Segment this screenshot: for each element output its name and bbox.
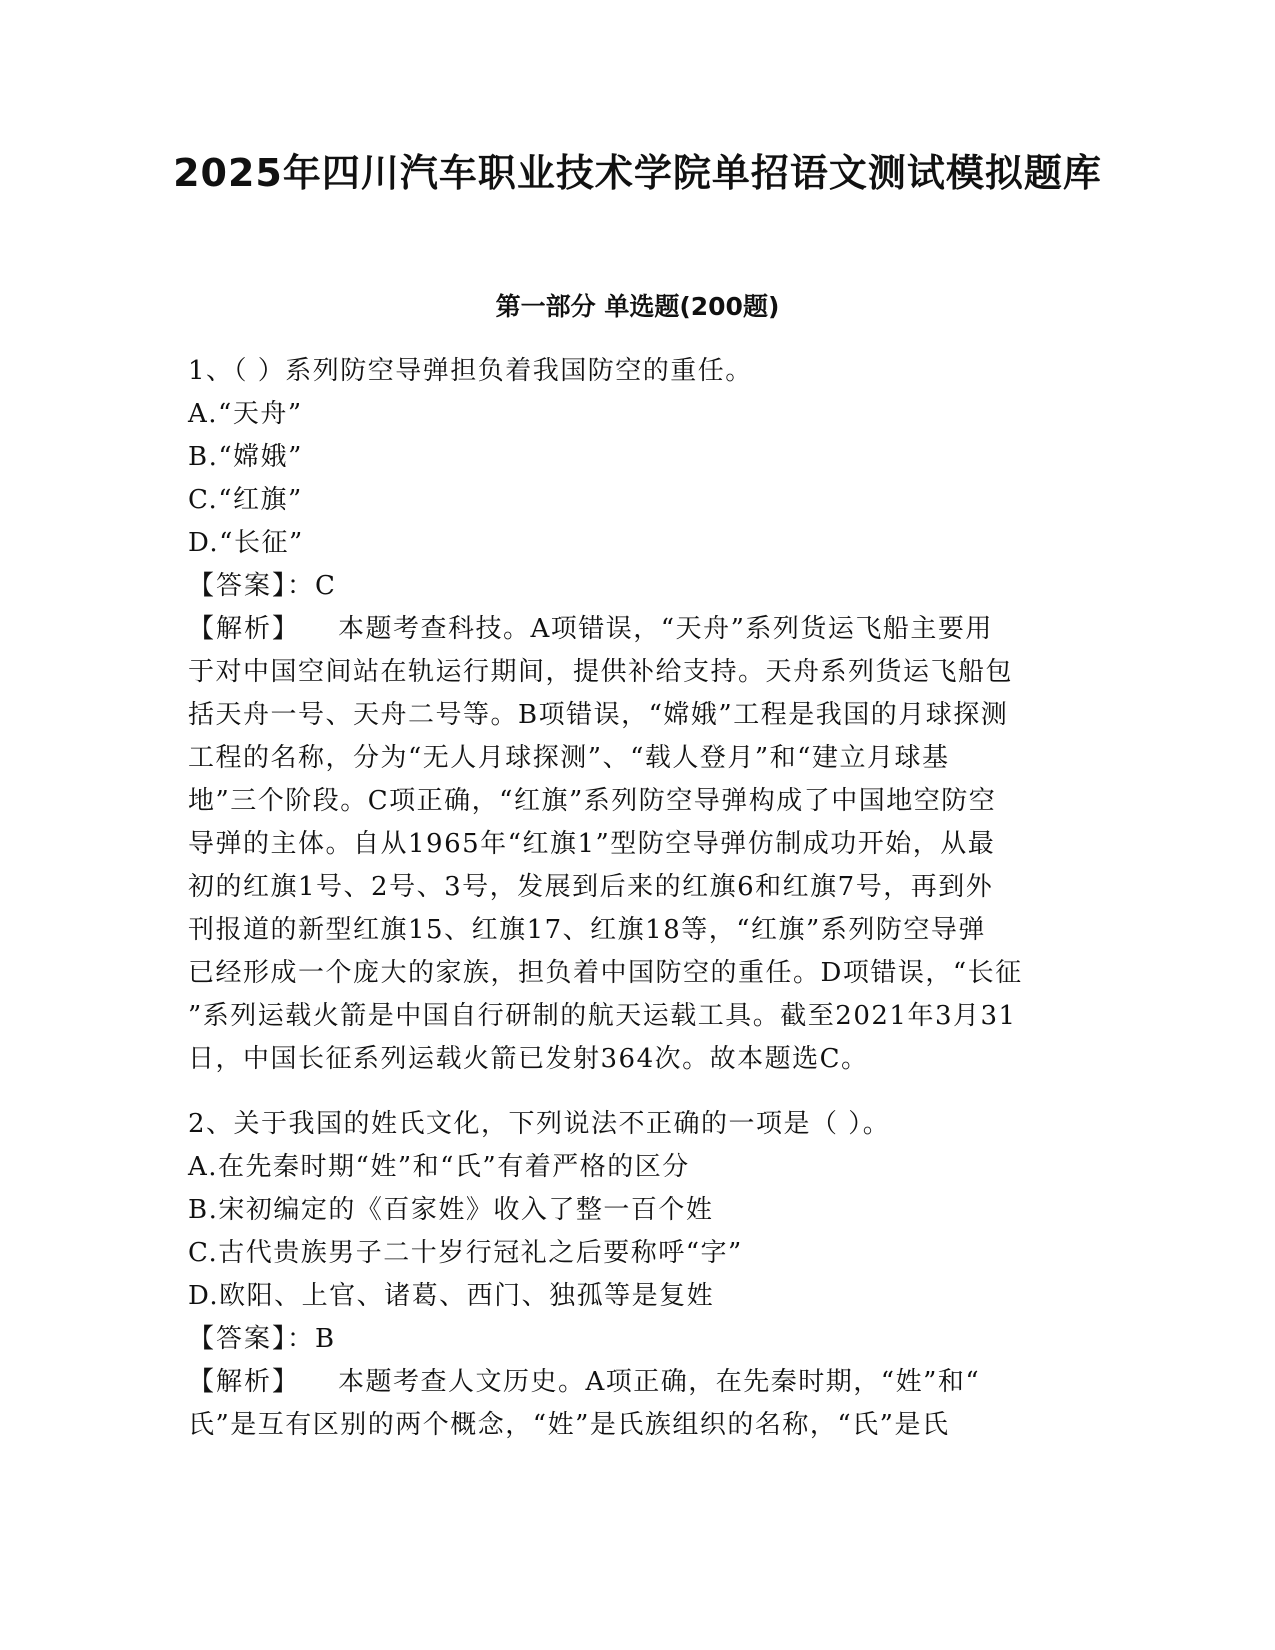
analysis-line: 地”三个阶段。C项正确，“红旗”系列防空导弹构成了中国地空防空 [188,786,997,816]
document-title: 2025年四川汽车职业技术学院单招语文测试模拟题库 [173,151,1102,195]
analysis-line: 导弹的主体。自从1965年“红旗1”型防空导弹仿制成功开始，从最 [188,829,996,859]
question-stem: 1、（ ）系列防空导弹担负着我国防空的重任。 [188,356,753,386]
analysis-line: 初的红旗1号、2号、3号，发展到后来的红旗6和红旗7号，再到外 [188,872,994,902]
section-heading: 第一部分 单选题(200题) [495,292,780,321]
option-d: D.“长征” [188,528,304,558]
analysis-line: 刊报道的新型红旗15、红旗17、红旗18等，“红旗”系列防空导弹 [188,915,986,945]
analysis-label: 【解析】 [188,1367,301,1397]
option-a: A.在先秦时期“姓”和“氏”有着严格的区分 [188,1152,690,1182]
analysis-label: 【解析】 [188,614,301,644]
question-stem: 2、关于我国的姓氏文化，下列说法不正确的一项是（ ）。 [188,1109,891,1139]
option-b: B.“嫦娥” [188,442,303,472]
analysis-line: ”系列运载火箭是中国自行研制的航天运载工具。截至2021年3月31 [188,1001,1017,1031]
option-c: C.古代贵族男子二十岁行冠礼之后要称呼“字” [188,1238,743,1268]
option-d: D.欧阳、上官、诸葛、西门、独孤等是复姓 [188,1281,715,1311]
answer-label: 【答案】： [188,1324,316,1354]
analysis-line: 已经形成一个庞大的家族，担负着中国防空的重任。D项错误，“长征 [188,958,1023,988]
analysis-line [188,608,1088,651]
analysis-line [188,1361,1088,1404]
option-c: C.“红旗” [188,485,303,515]
option-a: A.“天舟” [188,399,303,429]
answer-value: B [315,1324,336,1354]
answer-label: 【答案】： [188,571,316,601]
analysis-line: 于对中国空间站在轨运行期间，提供补给支持。天舟系列货运飞船包 [188,657,1014,687]
analysis-line: 工程的名称，分为“无人月球探测”、“载人登月”和“建立月球基 [188,743,950,773]
analysis-line: 氏”是互有区别的两个概念，“姓”是氏族组织的名称，“氏”是氏 [188,1410,950,1440]
analysis-text: 本题考查科技。A项错误，“天舟”系列货运飞船主要用 [338,614,993,644]
answer-row [188,1318,1088,1361]
answer-value: C [315,571,337,601]
answer-row [188,565,1088,608]
analysis-text: 本题考查人文历史。A项正确，在先秦时期，“姓”和“ [338,1367,981,1397]
option-b: B.宋初编定的《百家姓》收入了整一百个姓 [188,1195,714,1225]
question-list [188,350,1088,1469]
analysis-line: 日，中国长征系列运载火箭已发射364次。故本题选C。 [188,1044,869,1074]
question-item [188,350,1088,1081]
question-item [188,1103,1088,1447]
analysis-line: 括天舟一号、天舟二号等。B项错误，“嫦娥”工程是我国的月球探测 [188,700,1009,730]
